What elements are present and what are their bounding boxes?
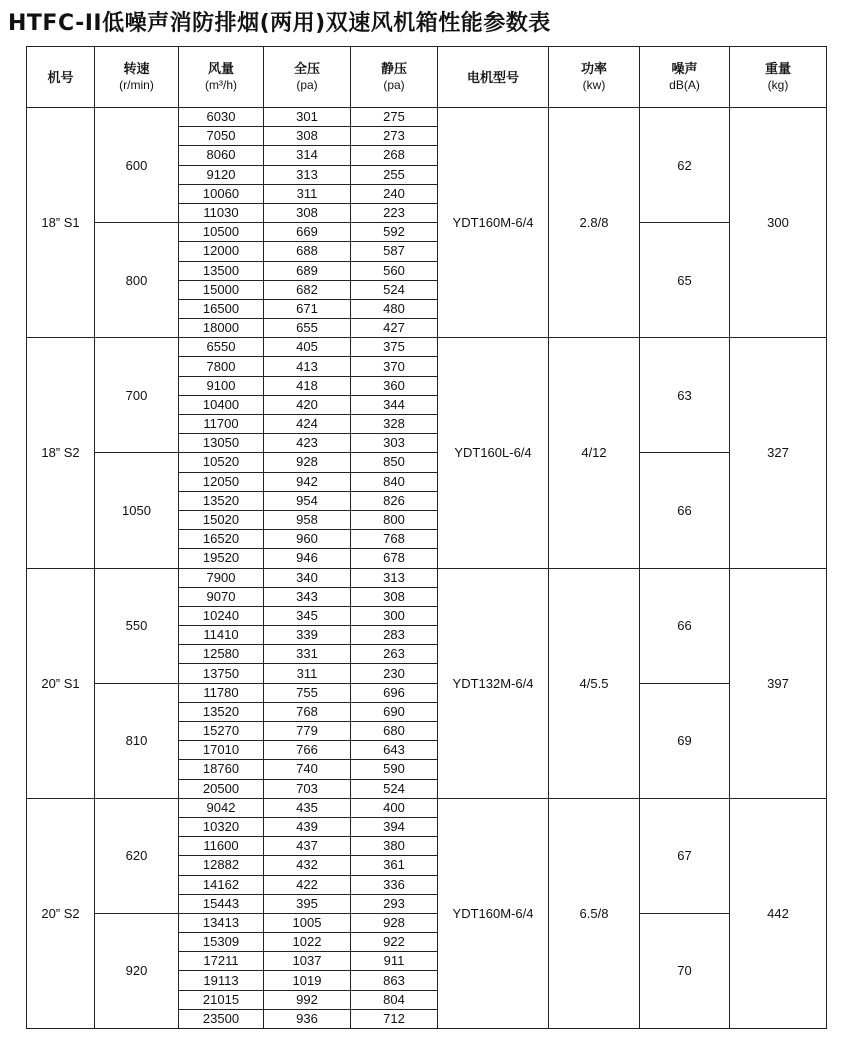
static-pressure-cell: 328 bbox=[351, 415, 438, 434]
header-static-pressure: 静压 (pa) bbox=[351, 47, 438, 108]
static-pressure-cell: 293 bbox=[351, 894, 438, 913]
airflow-cell: 15443 bbox=[179, 894, 264, 913]
weight-cell: 300 bbox=[730, 108, 827, 338]
total-pressure-cell: 1019 bbox=[264, 971, 351, 990]
model-cell: 20” S2 bbox=[27, 798, 95, 1028]
speed-cell: 620 bbox=[95, 798, 179, 913]
airflow-cell: 7050 bbox=[179, 127, 264, 146]
total-pressure-cell: 340 bbox=[264, 568, 351, 587]
total-pressure-cell: 958 bbox=[264, 510, 351, 529]
total-pressure-cell: 313 bbox=[264, 165, 351, 184]
static-pressure-cell: 826 bbox=[351, 491, 438, 510]
airflow-cell: 9120 bbox=[179, 165, 264, 184]
power-cell: 4/5.5 bbox=[549, 568, 640, 798]
total-pressure-cell: 420 bbox=[264, 395, 351, 414]
airflow-cell: 20500 bbox=[179, 779, 264, 798]
total-pressure-cell: 439 bbox=[264, 817, 351, 836]
airflow-cell: 10240 bbox=[179, 606, 264, 625]
performance-table bbox=[26, 46, 827, 1029]
static-pressure-cell: 524 bbox=[351, 280, 438, 299]
static-pressure-cell: 480 bbox=[351, 299, 438, 318]
static-pressure-cell: 590 bbox=[351, 760, 438, 779]
static-pressure-cell: 400 bbox=[351, 798, 438, 817]
airflow-cell: 14162 bbox=[179, 875, 264, 894]
motor-cell: YDT160M-6/4 bbox=[438, 108, 549, 338]
noise-cell: 62 bbox=[640, 108, 730, 223]
total-pressure-cell: 682 bbox=[264, 280, 351, 299]
total-pressure-cell: 301 bbox=[264, 108, 351, 127]
static-pressure-cell: 370 bbox=[351, 357, 438, 376]
airflow-cell: 10060 bbox=[179, 184, 264, 203]
total-pressure-cell: 339 bbox=[264, 626, 351, 645]
airflow-cell: 10500 bbox=[179, 223, 264, 242]
total-pressure-cell: 936 bbox=[264, 1009, 351, 1028]
model-cell: 20” S1 bbox=[27, 568, 95, 798]
speed-cell: 700 bbox=[95, 338, 179, 453]
airflow-cell: 19520 bbox=[179, 549, 264, 568]
static-pressure-cell: 928 bbox=[351, 913, 438, 932]
airflow-cell: 13520 bbox=[179, 702, 264, 721]
airflow-cell: 11780 bbox=[179, 683, 264, 702]
static-pressure-cell: 840 bbox=[351, 472, 438, 491]
speed-cell: 810 bbox=[95, 683, 179, 798]
static-pressure-cell: 361 bbox=[351, 856, 438, 875]
table-row bbox=[27, 338, 827, 357]
static-pressure-cell: 643 bbox=[351, 741, 438, 760]
airflow-cell: 9042 bbox=[179, 798, 264, 817]
total-pressure-cell: 942 bbox=[264, 472, 351, 491]
airflow-cell: 15309 bbox=[179, 933, 264, 952]
weight-cell: 442 bbox=[730, 798, 827, 1028]
airflow-cell: 17010 bbox=[179, 741, 264, 760]
total-pressure-cell: 740 bbox=[264, 760, 351, 779]
table-row bbox=[27, 453, 827, 472]
static-pressure-cell: 375 bbox=[351, 338, 438, 357]
total-pressure-cell: 331 bbox=[264, 645, 351, 664]
total-pressure-cell: 423 bbox=[264, 434, 351, 453]
static-pressure-cell: 380 bbox=[351, 837, 438, 856]
static-pressure-cell: 768 bbox=[351, 530, 438, 549]
airflow-cell: 8060 bbox=[179, 146, 264, 165]
static-pressure-cell: 230 bbox=[351, 664, 438, 683]
speed-cell: 600 bbox=[95, 108, 179, 223]
static-pressure-cell: 268 bbox=[351, 146, 438, 165]
header-model: 机号 bbox=[27, 47, 95, 108]
airflow-cell: 13500 bbox=[179, 261, 264, 280]
static-pressure-cell: 922 bbox=[351, 933, 438, 952]
static-pressure-cell: 524 bbox=[351, 779, 438, 798]
weight-cell: 327 bbox=[730, 338, 827, 568]
airflow-cell: 21015 bbox=[179, 990, 264, 1009]
total-pressure-cell: 1005 bbox=[264, 913, 351, 932]
total-pressure-cell: 1022 bbox=[264, 933, 351, 952]
header-row bbox=[27, 47, 827, 108]
motor-cell: YDT160L-6/4 bbox=[438, 338, 549, 568]
airflow-cell: 15020 bbox=[179, 510, 264, 529]
table-row bbox=[27, 108, 827, 127]
airflow-cell: 23500 bbox=[179, 1009, 264, 1028]
airflow-cell: 16500 bbox=[179, 299, 264, 318]
table-body bbox=[27, 108, 827, 1029]
airflow-cell: 11030 bbox=[179, 203, 264, 222]
airflow-cell: 6550 bbox=[179, 338, 264, 357]
noise-cell: 63 bbox=[640, 338, 730, 453]
static-pressure-cell: 427 bbox=[351, 319, 438, 338]
static-pressure-cell: 587 bbox=[351, 242, 438, 261]
total-pressure-cell: 422 bbox=[264, 875, 351, 894]
power-cell: 4/12 bbox=[549, 338, 640, 568]
airflow-cell: 9100 bbox=[179, 376, 264, 395]
static-pressure-cell: 712 bbox=[351, 1009, 438, 1028]
total-pressure-cell: 308 bbox=[264, 127, 351, 146]
static-pressure-cell: 696 bbox=[351, 683, 438, 702]
total-pressure-cell: 432 bbox=[264, 856, 351, 875]
airflow-cell: 9070 bbox=[179, 587, 264, 606]
power-cell: 6.5/8 bbox=[549, 798, 640, 1028]
airflow-cell: 13050 bbox=[179, 434, 264, 453]
total-pressure-cell: 655 bbox=[264, 319, 351, 338]
airflow-cell: 12050 bbox=[179, 472, 264, 491]
static-pressure-cell: 263 bbox=[351, 645, 438, 664]
static-pressure-cell: 303 bbox=[351, 434, 438, 453]
static-pressure-cell: 255 bbox=[351, 165, 438, 184]
static-pressure-cell: 680 bbox=[351, 722, 438, 741]
total-pressure-cell: 671 bbox=[264, 299, 351, 318]
airflow-cell: 10320 bbox=[179, 817, 264, 836]
airflow-cell: 15270 bbox=[179, 722, 264, 741]
airflow-cell: 6030 bbox=[179, 108, 264, 127]
total-pressure-cell: 688 bbox=[264, 242, 351, 261]
total-pressure-cell: 437 bbox=[264, 837, 351, 856]
noise-cell: 66 bbox=[640, 453, 730, 568]
total-pressure-cell: 395 bbox=[264, 894, 351, 913]
static-pressure-cell: 863 bbox=[351, 971, 438, 990]
static-pressure-cell: 678 bbox=[351, 549, 438, 568]
table-row bbox=[27, 798, 827, 817]
header-noise: 噪声 dB(A) bbox=[640, 47, 730, 108]
static-pressure-cell: 273 bbox=[351, 127, 438, 146]
total-pressure-cell: 779 bbox=[264, 722, 351, 741]
table-row bbox=[27, 568, 827, 587]
total-pressure-cell: 928 bbox=[264, 453, 351, 472]
airflow-cell: 10400 bbox=[179, 395, 264, 414]
header-weight: 重量 (kg) bbox=[730, 47, 827, 108]
total-pressure-cell: 424 bbox=[264, 415, 351, 434]
noise-cell: 65 bbox=[640, 223, 730, 338]
static-pressure-cell: 223 bbox=[351, 203, 438, 222]
total-pressure-cell: 343 bbox=[264, 587, 351, 606]
model-cell: 18” S2 bbox=[27, 338, 95, 568]
total-pressure-cell: 669 bbox=[264, 223, 351, 242]
noise-cell: 67 bbox=[640, 798, 730, 913]
airflow-cell: 11410 bbox=[179, 626, 264, 645]
speed-cell: 800 bbox=[95, 223, 179, 338]
static-pressure-cell: 360 bbox=[351, 376, 438, 395]
header-power: 功率 (kw) bbox=[549, 47, 640, 108]
airflow-cell: 19113 bbox=[179, 971, 264, 990]
total-pressure-cell: 768 bbox=[264, 702, 351, 721]
table-row bbox=[27, 683, 827, 702]
total-pressure-cell: 413 bbox=[264, 357, 351, 376]
total-pressure-cell: 954 bbox=[264, 491, 351, 510]
model-cell: 18” S1 bbox=[27, 108, 95, 338]
total-pressure-cell: 418 bbox=[264, 376, 351, 395]
airflow-cell: 7800 bbox=[179, 357, 264, 376]
static-pressure-cell: 690 bbox=[351, 702, 438, 721]
page-title: HTFC-II低噪声消防排烟(两用)双速风机箱性能参数表 bbox=[8, 11, 551, 36]
airflow-cell: 7900 bbox=[179, 568, 264, 587]
noise-cell: 66 bbox=[640, 568, 730, 683]
airflow-cell: 11700 bbox=[179, 415, 264, 434]
static-pressure-cell: 300 bbox=[351, 606, 438, 625]
total-pressure-cell: 308 bbox=[264, 203, 351, 222]
airflow-cell: 17211 bbox=[179, 952, 264, 971]
airflow-cell: 12000 bbox=[179, 242, 264, 261]
airflow-cell: 12882 bbox=[179, 856, 264, 875]
speed-cell: 550 bbox=[95, 568, 179, 683]
airflow-cell: 11600 bbox=[179, 837, 264, 856]
header-speed: 转速 (r/min) bbox=[95, 47, 179, 108]
airflow-cell: 13413 bbox=[179, 913, 264, 932]
airflow-cell: 18000 bbox=[179, 319, 264, 338]
static-pressure-cell: 560 bbox=[351, 261, 438, 280]
total-pressure-cell: 435 bbox=[264, 798, 351, 817]
total-pressure-cell: 689 bbox=[264, 261, 351, 280]
static-pressure-cell: 336 bbox=[351, 875, 438, 894]
total-pressure-cell: 755 bbox=[264, 683, 351, 702]
speed-cell: 920 bbox=[95, 913, 179, 1028]
motor-cell: YDT132M-6/4 bbox=[438, 568, 549, 798]
noise-cell: 70 bbox=[640, 913, 730, 1028]
total-pressure-cell: 960 bbox=[264, 530, 351, 549]
speed-cell: 1050 bbox=[95, 453, 179, 568]
static-pressure-cell: 911 bbox=[351, 952, 438, 971]
static-pressure-cell: 344 bbox=[351, 395, 438, 414]
total-pressure-cell: 405 bbox=[264, 338, 351, 357]
total-pressure-cell: 946 bbox=[264, 549, 351, 568]
static-pressure-cell: 850 bbox=[351, 453, 438, 472]
static-pressure-cell: 275 bbox=[351, 108, 438, 127]
static-pressure-cell: 592 bbox=[351, 223, 438, 242]
header-total-pressure: 全压 (pa) bbox=[264, 47, 351, 108]
static-pressure-cell: 804 bbox=[351, 990, 438, 1009]
total-pressure-cell: 1037 bbox=[264, 952, 351, 971]
static-pressure-cell: 800 bbox=[351, 510, 438, 529]
static-pressure-cell: 240 bbox=[351, 184, 438, 203]
airflow-cell: 12580 bbox=[179, 645, 264, 664]
airflow-cell: 15000 bbox=[179, 280, 264, 299]
airflow-cell: 16520 bbox=[179, 530, 264, 549]
static-pressure-cell: 394 bbox=[351, 817, 438, 836]
static-pressure-cell: 313 bbox=[351, 568, 438, 587]
table-row bbox=[27, 223, 827, 242]
header-motor: 电机型号 bbox=[438, 47, 549, 108]
total-pressure-cell: 345 bbox=[264, 606, 351, 625]
power-cell: 2.8/8 bbox=[549, 108, 640, 338]
total-pressure-cell: 992 bbox=[264, 990, 351, 1009]
airflow-cell: 10520 bbox=[179, 453, 264, 472]
motor-cell: YDT160M-6/4 bbox=[438, 798, 549, 1028]
static-pressure-cell: 308 bbox=[351, 587, 438, 606]
weight-cell: 397 bbox=[730, 568, 827, 798]
airflow-cell: 18760 bbox=[179, 760, 264, 779]
total-pressure-cell: 311 bbox=[264, 664, 351, 683]
header-airflow: 风量 (m³/h) bbox=[179, 47, 264, 108]
total-pressure-cell: 314 bbox=[264, 146, 351, 165]
table-row bbox=[27, 913, 827, 932]
total-pressure-cell: 703 bbox=[264, 779, 351, 798]
total-pressure-cell: 766 bbox=[264, 741, 351, 760]
static-pressure-cell: 283 bbox=[351, 626, 438, 645]
total-pressure-cell: 311 bbox=[264, 184, 351, 203]
airflow-cell: 13750 bbox=[179, 664, 264, 683]
noise-cell: 69 bbox=[640, 683, 730, 798]
airflow-cell: 13520 bbox=[179, 491, 264, 510]
